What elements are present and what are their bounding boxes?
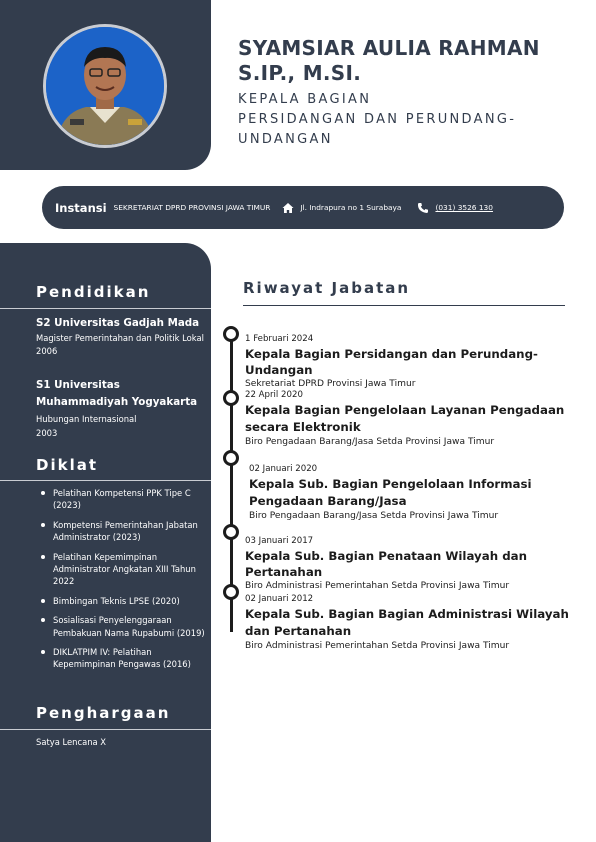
job-title-line: UNDANGAN <box>238 132 333 147</box>
job-position: Kepala Sub. Bagian Pengelolaan Informasi Pengadaan Barang/Jasa <box>249 477 532 508</box>
timeline-node <box>223 326 239 342</box>
timeline-node <box>223 390 239 406</box>
job-date: 02 Januari 2012 <box>245 594 314 604</box>
education-school: S2 Universitas Gadjah Mada <box>36 317 200 329</box>
penghargaan-heading: Penghargaan <box>36 704 171 722</box>
job-position: Kepala Sub. Bagian Penataan Wilayah dan Pertanahan <box>245 549 528 579</box>
job-position: Kepala Bagian Persidangan dan Perundang-Undangan <box>245 347 538 377</box>
diklat-heading: Diklat <box>36 456 99 474</box>
job-entry <box>245 593 580 653</box>
instansi-value: SEKRETARIAT DPRD PROVINSI JAWA TIMUR <box>113 203 271 212</box>
education-year: 2003 <box>36 428 58 438</box>
job-entry <box>245 333 590 391</box>
diklat-item: Bimbingan Teknis LPSE (2020) <box>38 595 206 607</box>
education-major: Magister Pemerintahan dan Politik Lokal <box>36 333 204 343</box>
instansi-label: Instansi <box>55 200 107 215</box>
name-line: SYAMSIAR AULIA RAHMAN <box>238 36 540 60</box>
job-position: Kepala Bagian Pengelolaan Layanan Pengadaan secara Elektronik <box>245 403 565 434</box>
job-date: 03 Januari 2017 <box>245 536 314 546</box>
diklat-list <box>38 487 206 678</box>
job-date: 02 Januari 2020 <box>249 464 318 474</box>
sidebar <box>0 243 211 842</box>
divider <box>0 729 211 730</box>
diklat-item: Pelatihan Kompetensi PPK Tipe C (2023) <box>38 487 206 512</box>
photo-panel <box>0 0 211 170</box>
contact-bar <box>42 186 564 229</box>
timeline-node <box>223 524 239 540</box>
education-major: Hubungan Internasional <box>36 414 137 424</box>
timeline-node <box>223 584 239 600</box>
diklat-item: Sosialisasi Penyelenggaraan Pembakuan Nama Rupabumi (2019) <box>38 614 206 639</box>
job-position: Kepala Sub. Bagian Bagian Administrasi Wilayah dan Pertanahan <box>245 607 569 638</box>
name-degree: S.IP., M.SI. <box>238 61 362 85</box>
job-organization: Sekretariat DPRD Provinsi Jawa Timur <box>245 379 416 389</box>
job-entry <box>245 389 565 449</box>
address: Jl. Indrapura no 1 Surabaya <box>300 203 402 212</box>
education-item <box>36 315 206 358</box>
riwayat-heading: Riwayat Jabatan <box>243 279 411 297</box>
divider <box>0 480 211 481</box>
divider <box>0 308 211 309</box>
job-organization: Biro Pengadaan Barang/Jasa Setda Provinsi Jawa Timur <box>249 511 499 521</box>
person-portrait-icon <box>46 27 164 145</box>
phone-number[interactable]: (031) 3526 130 <box>435 203 493 212</box>
diklat-item: DIKLATPIM IV: Pelatihan Kepemimpinan Pengawas (2016) <box>38 646 206 671</box>
phone-icon <box>417 202 429 214</box>
job-organization: Biro Administrasi Pemerintahan Setda Provinsi Jawa Timur <box>245 641 510 651</box>
job-title-line: KEPALA BAGIAN <box>238 92 372 107</box>
job-date: 22 April 2020 <box>245 390 303 400</box>
diklat-item: Pelatihan Kepemimpinan Administrator Angkatan XIII Tahun 2022 <box>38 551 206 588</box>
job-title-line: PERSIDANGAN DAN PERUNDANG- <box>238 112 517 127</box>
job-date: 1 Februari 2024 <box>245 334 314 344</box>
education-year: 2006 <box>36 346 58 356</box>
job-entry <box>245 535 590 593</box>
divider <box>243 305 565 306</box>
job-entry <box>249 463 589 523</box>
diklat-item: Kompetensi Pemerintahan Jabatan Administrator (2023) <box>38 519 206 544</box>
job-organization: Biro Administrasi Pemerintahan Setda Provinsi Jawa Timur <box>245 581 510 591</box>
education-school: S1 Universitas Muhammadiyah Yogyakarta <box>36 379 198 408</box>
person-name <box>238 36 578 86</box>
job-organization: Biro Pengadaan Barang/Jasa Setda Provinsi Jawa Timur <box>245 437 495 447</box>
home-icon <box>282 202 294 214</box>
timeline-node <box>223 450 239 466</box>
pendidikan-heading: Pendidikan <box>36 283 151 301</box>
award-item: Satya Lencana X <box>36 737 107 747</box>
job-title <box>238 90 578 150</box>
profile-photo <box>43 24 167 148</box>
education-item <box>36 377 206 440</box>
